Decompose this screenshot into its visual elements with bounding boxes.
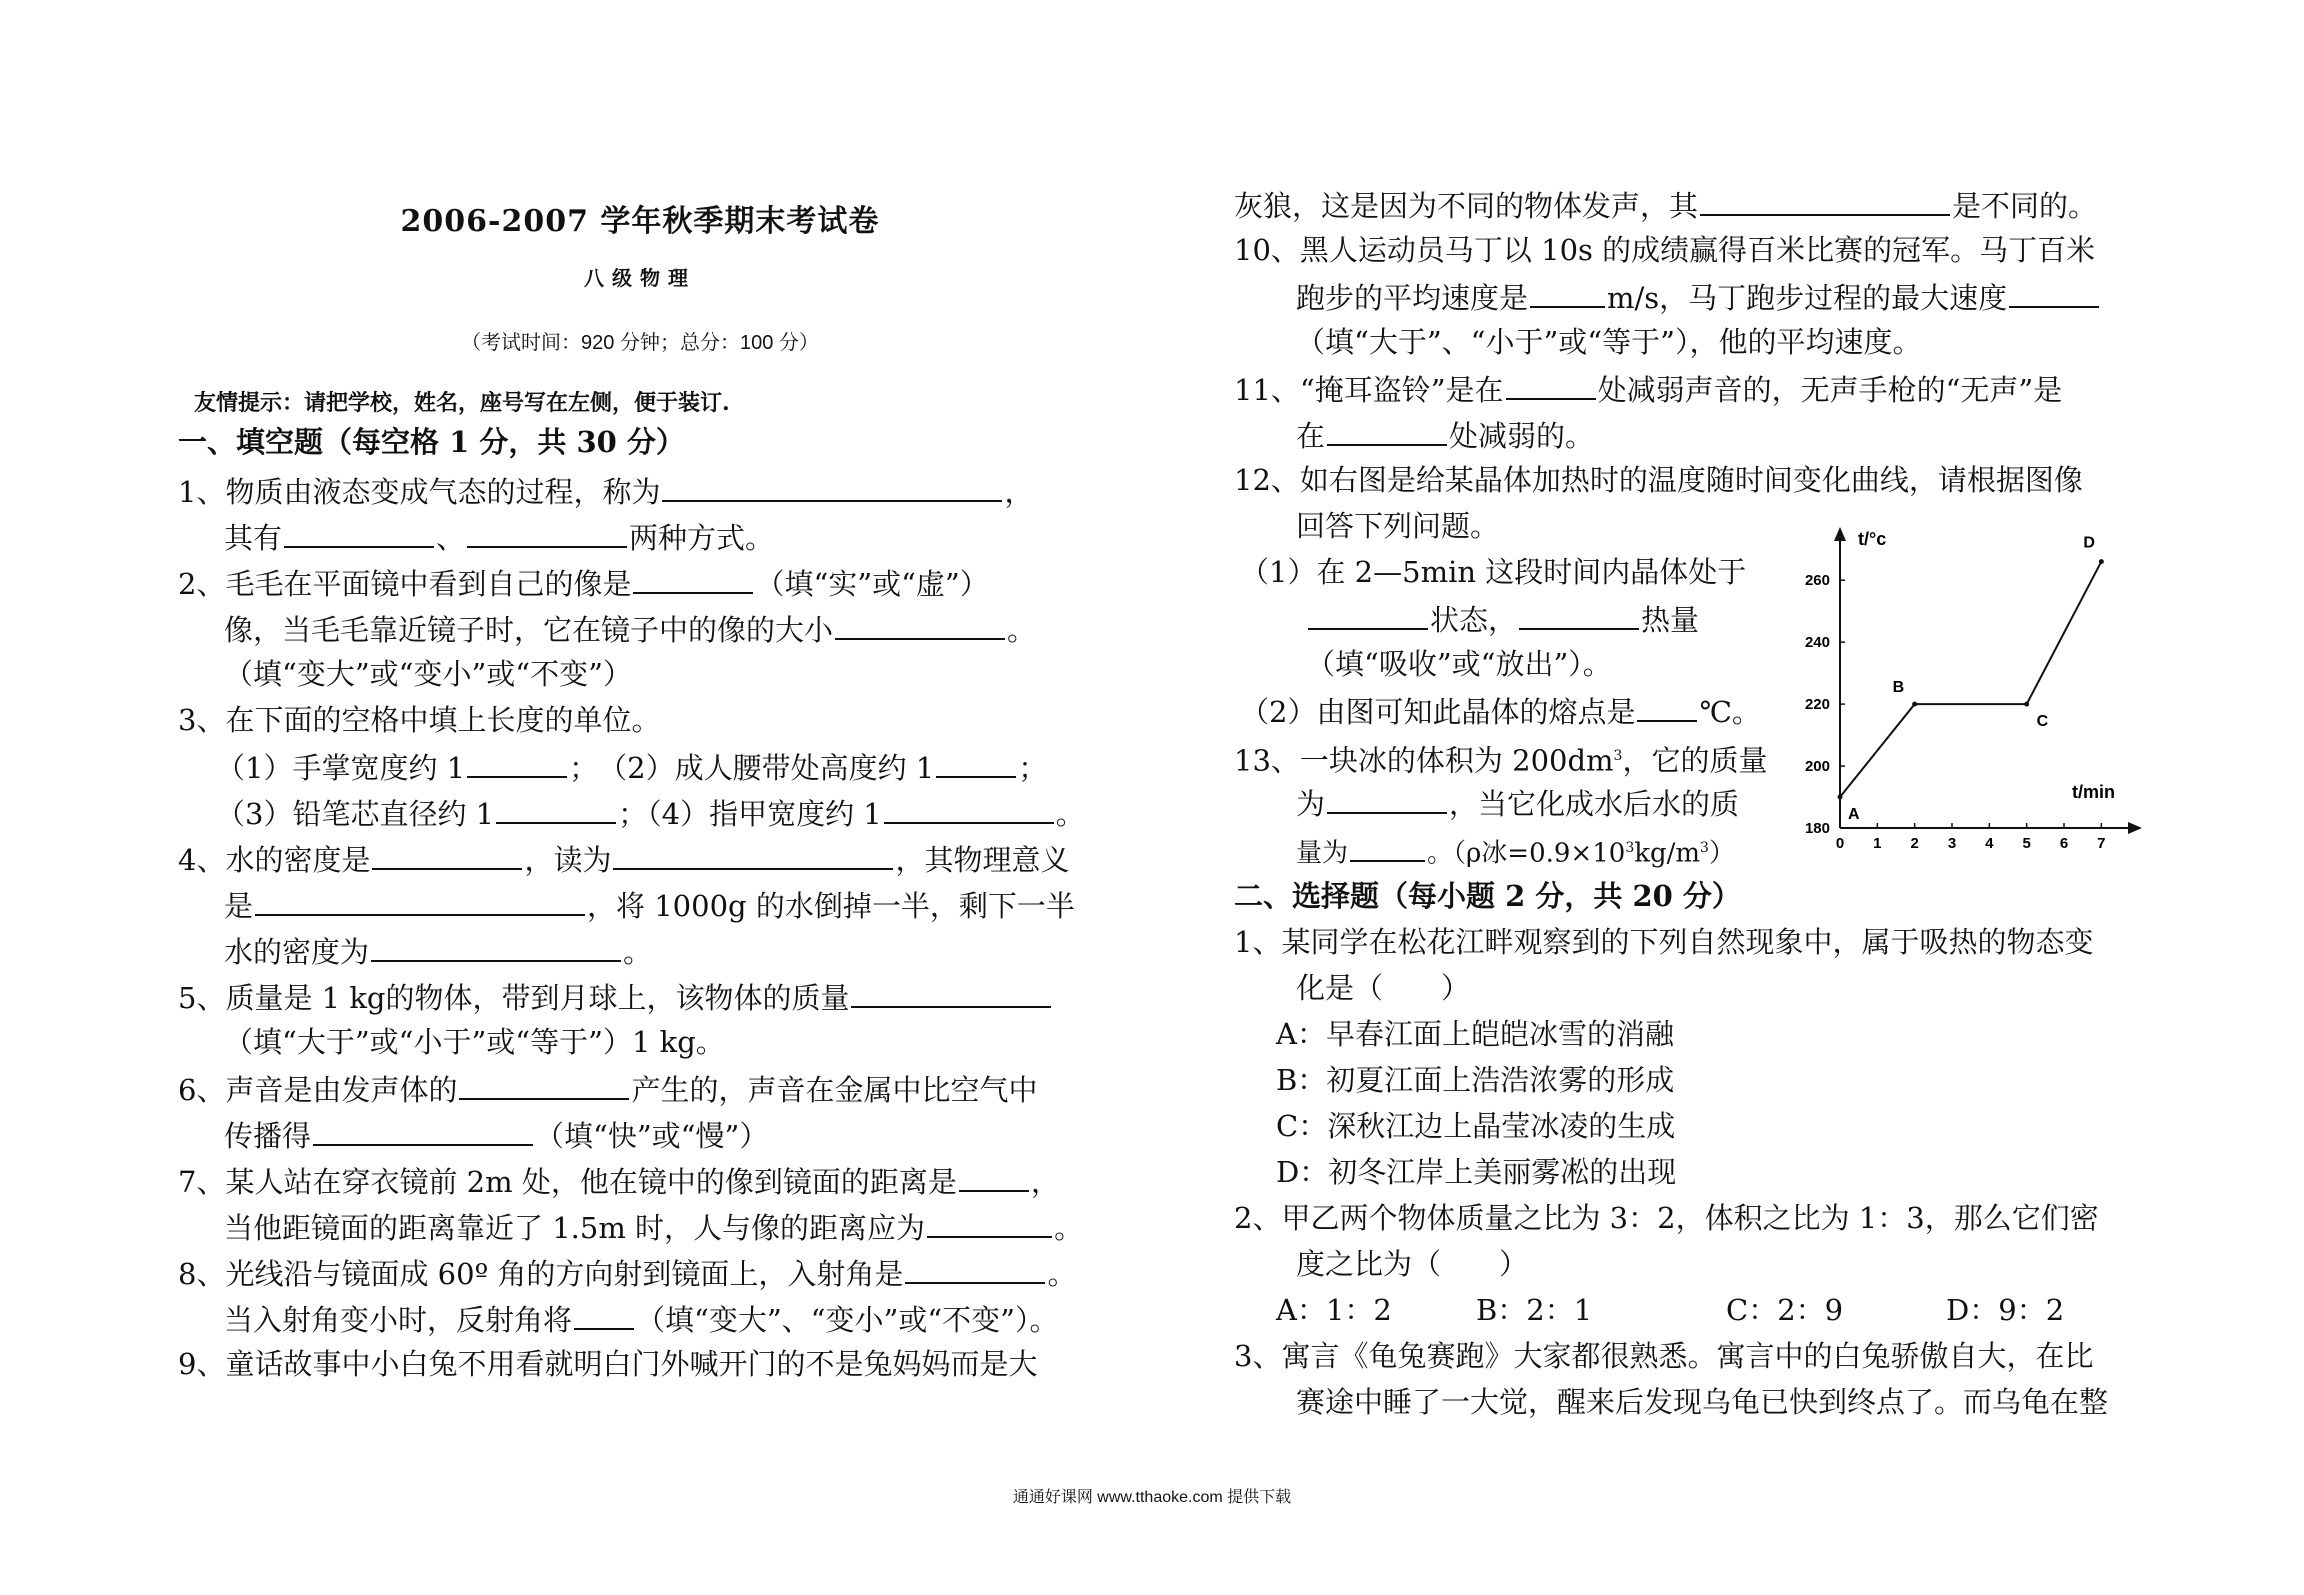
temperature-time-chart bbox=[1770, 510, 2160, 850]
question-2-hint: （填“变大”或“变小”或“不变”） bbox=[224, 657, 632, 691]
question-5: 5、质量是 1 kg的物体，带到月球上，该物体的质量 bbox=[178, 976, 1053, 1018]
x-tick-label: 6 bbox=[2059, 835, 2069, 850]
answer-blank[interactable] bbox=[467, 746, 567, 778]
point-label: C bbox=[2036, 713, 2049, 731]
chart-marks bbox=[1838, 535, 2104, 823]
question-6-cont: 传播得 （填“快”或“慢”） bbox=[224, 1114, 768, 1156]
answer-blank[interactable] bbox=[936, 746, 1016, 778]
question-3: 3、在下面的空格中填上长度的单位。 bbox=[178, 703, 661, 737]
question-5-cont: （填“大于”或“小于”或“等于”）1 kg。 bbox=[224, 1025, 725, 1059]
choice-1-option-c[interactable]: C：深秋江边上晶莹冰凌的生成 bbox=[1276, 1109, 1676, 1143]
answer-blank[interactable] bbox=[884, 792, 1054, 824]
answer-blank[interactable] bbox=[1350, 830, 1425, 862]
question-2: 2、毛毛在平面镜中看到自己的像是 （填“实”或“虚”） bbox=[178, 562, 989, 604]
temperature-curve bbox=[1840, 562, 2101, 797]
question-12: 12、如右图是给某晶体加热时的温度随时间变化曲线，请根据图像 bbox=[1234, 463, 2083, 497]
question-3-row1: （1）手掌宽度约 1 ； （2）成人腰带处高度约 1 ； bbox=[216, 746, 1047, 788]
answer-blank[interactable] bbox=[284, 516, 434, 548]
y-tick-label: 180 bbox=[1804, 820, 1830, 837]
question-2-cont: 像，当毛毛靠近镜子时，它在镜子中的像的大小 。 bbox=[224, 608, 1036, 650]
answer-blank[interactable] bbox=[1506, 368, 1596, 400]
answer-blank[interactable] bbox=[613, 838, 893, 870]
curve-point bbox=[1838, 795, 1843, 800]
x-tick-label: 5 bbox=[2022, 835, 2031, 850]
point-label: A bbox=[1848, 806, 1860, 824]
question-9: 9、童话故事中小白兔不用看就明白门外喊开门的不是兔妈妈而是大 bbox=[178, 1347, 1038, 1381]
question-4: 4、水的密度是 ，读为 ，其物理意义 bbox=[178, 838, 1069, 880]
choice-1-cont: 化是（ ） bbox=[1296, 971, 1471, 1005]
exam-title: 2006-2007 学年秋季期末考试卷 bbox=[400, 204, 880, 239]
point-label: D bbox=[2083, 534, 2095, 552]
choice-2-option-a[interactable]: A：1：2 bbox=[1276, 1293, 1392, 1327]
question-4-cont: 是 ，将 1000g 的水倒掉一半，剩下一半 bbox=[224, 884, 1075, 926]
answer-blank[interactable] bbox=[1637, 690, 1697, 722]
point-label: B bbox=[1892, 679, 1905, 697]
answer-blank[interactable] bbox=[633, 562, 753, 594]
exam-subtitle: 八级物理 bbox=[584, 266, 696, 290]
choice-1-option-d[interactable]: D：初冬江岸上美丽雾凇的出现 bbox=[1276, 1155, 1677, 1189]
answer-blank[interactable] bbox=[313, 1114, 533, 1146]
answer-blank[interactable] bbox=[372, 838, 522, 870]
answer-blank[interactable] bbox=[371, 930, 621, 962]
curve-point bbox=[2099, 559, 2104, 564]
question-3-row2: （3）铅笔芯直径约 1 ；（4）指甲宽度约 1 。 bbox=[216, 792, 1085, 834]
answer-blank[interactable] bbox=[1327, 414, 1447, 446]
question-8-cont: 当入射角变小时，反射角将 （填“变大”、“变小”或“不变”）。 bbox=[224, 1298, 1058, 1340]
question-7: 7、某人站在穿衣镜前 2m 处，他在镜中的像到镜面的距离是 ， bbox=[178, 1160, 1060, 1202]
curve-point bbox=[2024, 702, 2029, 707]
section-fill-blank: 一、填空题（每空格 1 分，共 30 分） bbox=[178, 425, 685, 459]
question-1-cont: 其有 、 两种方式。 bbox=[224, 516, 774, 558]
question-1: 1、物质由液态变成气态的过程，称为 ， bbox=[178, 470, 1033, 512]
y-tick-label: 220 bbox=[1804, 696, 1830, 714]
y-tick-label: 240 bbox=[1804, 634, 1830, 652]
choice-2-option-d[interactable]: D：9：2 bbox=[1946, 1293, 2065, 1327]
choice-2-option-b[interactable]: B：2：1 bbox=[1476, 1293, 1593, 1327]
question-7-cont: 当他距镜面的距离靠近了 1.5m 时，人与像的距离应为 。 bbox=[224, 1206, 1083, 1248]
friendly-tip: 友情提示：请把学校，姓名，座号写在左侧，便于装订. bbox=[194, 390, 730, 416]
choice-2: 2、甲乙两个物体质量之比为 3：2，体积之比为 1：3，那么它们密 bbox=[1234, 1201, 2099, 1235]
question-6: 6、声音是由发声体的 产生的，声音在金属中比空气中 bbox=[178, 1068, 1037, 1110]
x-axis-arrow bbox=[2128, 822, 2142, 834]
question-10-cont: 跑步的平均速度是 m/s，马丁跑步过程的最大速度 bbox=[1296, 276, 2101, 318]
footer-text: 通通好课网 www.tthaoke.com 提供下载 bbox=[1012, 1489, 1292, 1506]
question-12-hint: （填“吸收”或“放出”）。 bbox=[1306, 647, 1612, 681]
answer-blank[interactable] bbox=[1519, 598, 1639, 630]
y-tick-label: 200 bbox=[1804, 758, 1830, 776]
answer-blank[interactable] bbox=[959, 1160, 1029, 1192]
answer-blank[interactable] bbox=[662, 470, 1002, 502]
answer-blank[interactable] bbox=[927, 1206, 1052, 1238]
y-axis-label: t/°c bbox=[1858, 529, 1887, 549]
curve-point bbox=[1912, 702, 1917, 707]
question-8: 8、光线沿与镜面成 60º 角的方向射到镜面上，入射角是 。 bbox=[178, 1252, 1076, 1294]
x-axis-label: t/min bbox=[2072, 782, 2115, 802]
question-12-part2: （2）由图可知此晶体的熔点是 ℃。 bbox=[1240, 690, 1761, 732]
answer-blank[interactable] bbox=[1700, 184, 1950, 216]
x-tick-label: 0 bbox=[1835, 835, 1845, 850]
x-tick-label: 3 bbox=[1947, 835, 1957, 850]
y-tick-label: 260 bbox=[1804, 572, 1830, 590]
choice-1-option-a[interactable]: A：早春江面上皑皑冰雪的消融 bbox=[1276, 1017, 1674, 1051]
exam-info: （考试时间：920 分钟；总分：100 分） bbox=[461, 332, 819, 354]
answer-blank[interactable] bbox=[1327, 782, 1447, 814]
choice-3-cont: 赛途中睡了一大觉，醒来后发现乌龟已快到终点了。而乌龟在整 bbox=[1296, 1385, 2109, 1419]
x-tick-label: 1 bbox=[1873, 835, 1882, 850]
question-11-cont: 在 处减弱的。 bbox=[1296, 414, 1594, 456]
question-12-cont: 回答下列问题。 bbox=[1296, 509, 1500, 543]
x-tick-label: 7 bbox=[2097, 835, 2106, 850]
section-multiple-choice: 二、选择题（每小题 2 分，共 20 分） bbox=[1234, 879, 1741, 913]
question-13-cont: 为 ，当它化成水后水的质 bbox=[1296, 782, 1739, 824]
chart-axes bbox=[1805, 527, 2142, 850]
answer-blank[interactable] bbox=[835, 608, 1005, 640]
answer-blank[interactable] bbox=[1308, 598, 1428, 630]
answer-blank[interactable] bbox=[255, 884, 585, 916]
choice-1-option-b[interactable]: B：初夏江面上浩浩浓雾的形成 bbox=[1276, 1063, 1675, 1097]
answer-blank[interactable] bbox=[574, 1298, 634, 1330]
question-10-hint: （填“大于”、“小于”或“等于”），他的平均速度。 bbox=[1296, 325, 1922, 359]
answer-blank[interactable] bbox=[459, 1068, 629, 1100]
answer-blank[interactable] bbox=[496, 792, 616, 824]
choice-1: 1、某同学在松花江畔观察到的下列自然现象中，属于吸热的物态变 bbox=[1234, 925, 2094, 959]
question-4-cont2: 水的密度为 。 bbox=[224, 930, 652, 972]
x-tick-label: 4 bbox=[1985, 835, 1994, 850]
answer-blank[interactable] bbox=[467, 516, 627, 548]
y-axis-arrow bbox=[1834, 527, 1846, 541]
question-12-part1: （1）在 2—5min 这段时间内晶体处于 bbox=[1240, 555, 1747, 589]
answer-blank[interactable] bbox=[1530, 276, 1605, 308]
x-tick-label: 2 bbox=[1910, 835, 1919, 850]
choice-2-option-c[interactable]: C：2：9 bbox=[1726, 1293, 1844, 1327]
question-10: 10、黑人运动员马丁以 10s 的成绩赢得百米比赛的冠军。马丁百米 bbox=[1234, 233, 2096, 267]
choice-3: 3、寓言《龟兔赛跑》大家都很熟悉。寓言中的白兔骄傲自大，在比 bbox=[1234, 1339, 2094, 1373]
choice-2-cont: 度之比为（ ） bbox=[1296, 1247, 1529, 1281]
question-13-cont2: 量为 。（ρ冰$=0.9\times 10^3kg/m^3$） bbox=[1296, 828, 1735, 874]
answer-blank[interactable] bbox=[2009, 276, 2099, 308]
question-12-part1-cont: 状态， 热量 bbox=[1306, 598, 1699, 640]
question-13: 13、一块冰的体积为 $200dm^3$，它的质量 bbox=[1234, 743, 1768, 778]
answer-blank[interactable] bbox=[851, 976, 1051, 1008]
answer-blank[interactable] bbox=[905, 1252, 1045, 1284]
question-11: 11、“掩耳盗铃”是在 处减弱声音的，无声手枪的“无声”是 bbox=[1234, 368, 2062, 410]
question-9-cont: 灰狼，这是因为不同的物体发声，其 是不同的。 bbox=[1234, 184, 2097, 226]
